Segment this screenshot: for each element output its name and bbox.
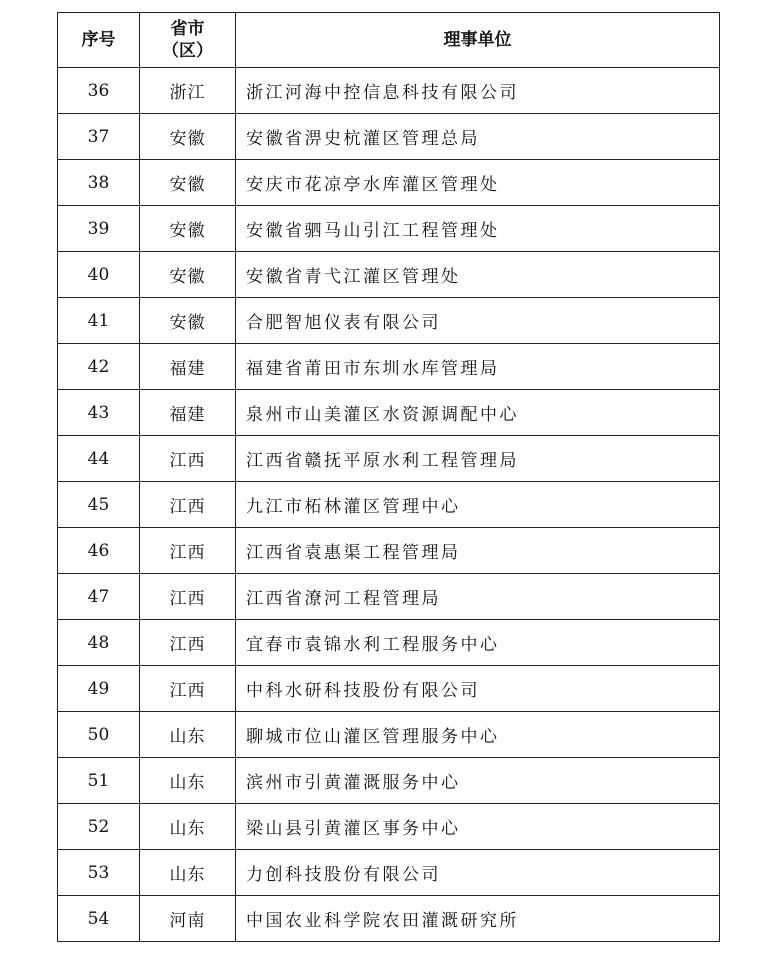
cell-num: 52 — [58, 804, 140, 850]
cell-num: 50 — [58, 712, 140, 758]
cell-unit: 江西省潦河工程管理局 — [236, 574, 720, 620]
cell-unit: 浙江河海中控信息科技有限公司 — [236, 68, 720, 114]
cell-num: 48 — [58, 620, 140, 666]
cell-num: 40 — [58, 252, 140, 298]
header-province — [140, 13, 236, 68]
cell-unit: 安徽省驷马山引江工程管理处 — [236, 206, 720, 252]
header-row — [58, 13, 720, 68]
table-row — [58, 252, 720, 298]
cell-unit: 泉州市山美灌区水资源调配中心 — [236, 390, 720, 436]
header-unit: 理事单位 — [236, 13, 720, 68]
table-row — [58, 804, 720, 850]
cell-province: 山东 — [140, 712, 236, 758]
header-province-line2: （区） — [162, 41, 213, 61]
table-row — [58, 344, 720, 390]
cell-province: 福建 — [140, 344, 236, 390]
table-row — [58, 666, 720, 712]
cell-num: 49 — [58, 666, 140, 712]
cell-unit: 江西省袁惠渠工程管理局 — [236, 528, 720, 574]
cell-province: 江西 — [140, 574, 236, 620]
cell-province: 江西 — [140, 436, 236, 482]
cell-province: 山东 — [140, 758, 236, 804]
table-body — [58, 68, 720, 942]
table-row — [58, 620, 720, 666]
cell-unit: 安庆市花凉亭水库灌区管理处 — [236, 160, 720, 206]
table-row — [58, 68, 720, 114]
cell-unit: 梁山县引黄灌区事务中心 — [236, 804, 720, 850]
table-row — [58, 206, 720, 252]
cell-province: 河南 — [140, 896, 236, 942]
cell-num: 54 — [58, 896, 140, 942]
table-row — [58, 298, 720, 344]
cell-province: 安徽 — [140, 114, 236, 160]
cell-num: 45 — [58, 482, 140, 528]
table-row — [58, 850, 720, 896]
cell-province: 山东 — [140, 850, 236, 896]
cell-num: 51 — [58, 758, 140, 804]
cell-unit: 安徽省青弋江灌区管理处 — [236, 252, 720, 298]
table-row — [58, 528, 720, 574]
cell-unit: 合肥智旭仪表有限公司 — [236, 298, 720, 344]
table-row — [58, 160, 720, 206]
table-row — [58, 896, 720, 942]
table-row — [58, 574, 720, 620]
table-header — [58, 13, 720, 68]
cell-num: 39 — [58, 206, 140, 252]
cell-num: 41 — [58, 298, 140, 344]
cell-province: 安徽 — [140, 298, 236, 344]
cell-num: 42 — [58, 344, 140, 390]
cell-province: 安徽 — [140, 206, 236, 252]
cell-unit: 安徽省淠史杭灌区管理总局 — [236, 114, 720, 160]
cell-unit: 福建省莆田市东圳水库管理局 — [236, 344, 720, 390]
cell-num: 44 — [58, 436, 140, 482]
table-row — [58, 712, 720, 758]
cell-province: 江西 — [140, 482, 236, 528]
cell-num: 37 — [58, 114, 140, 160]
cell-num: 53 — [58, 850, 140, 896]
header-province-line1: 省市 — [170, 19, 205, 39]
cell-unit: 中科水研科技股份有限公司 — [236, 666, 720, 712]
header-num: 序号 — [58, 13, 140, 68]
cell-num: 47 — [58, 574, 140, 620]
cell-unit: 中国农业科学院农田灌溉研究所 — [236, 896, 720, 942]
member-table — [57, 12, 720, 942]
table-row — [58, 114, 720, 160]
cell-num: 36 — [58, 68, 140, 114]
cell-unit: 九江市柘林灌区管理中心 — [236, 482, 720, 528]
cell-province: 山东 — [140, 804, 236, 850]
cell-province: 浙江 — [140, 68, 236, 114]
table-row — [58, 436, 720, 482]
cell-unit: 滨州市引黄灌溉服务中心 — [236, 758, 720, 804]
table-row — [58, 482, 720, 528]
cell-unit: 江西省赣抚平原水利工程管理局 — [236, 436, 720, 482]
cell-unit: 聊城市位山灌区管理服务中心 — [236, 712, 720, 758]
cell-province: 福建 — [140, 390, 236, 436]
cell-num: 46 — [58, 528, 140, 574]
cell-unit: 力创科技股份有限公司 — [236, 850, 720, 896]
cell-province: 江西 — [140, 528, 236, 574]
table-row — [58, 390, 720, 436]
table-row — [58, 758, 720, 804]
cell-unit: 宜春市袁锦水利工程服务中心 — [236, 620, 720, 666]
cell-province: 安徽 — [140, 252, 236, 298]
cell-province: 江西 — [140, 620, 236, 666]
cell-province: 江西 — [140, 666, 236, 712]
cell-province: 安徽 — [140, 160, 236, 206]
cell-num: 38 — [58, 160, 140, 206]
cell-num: 43 — [58, 390, 140, 436]
